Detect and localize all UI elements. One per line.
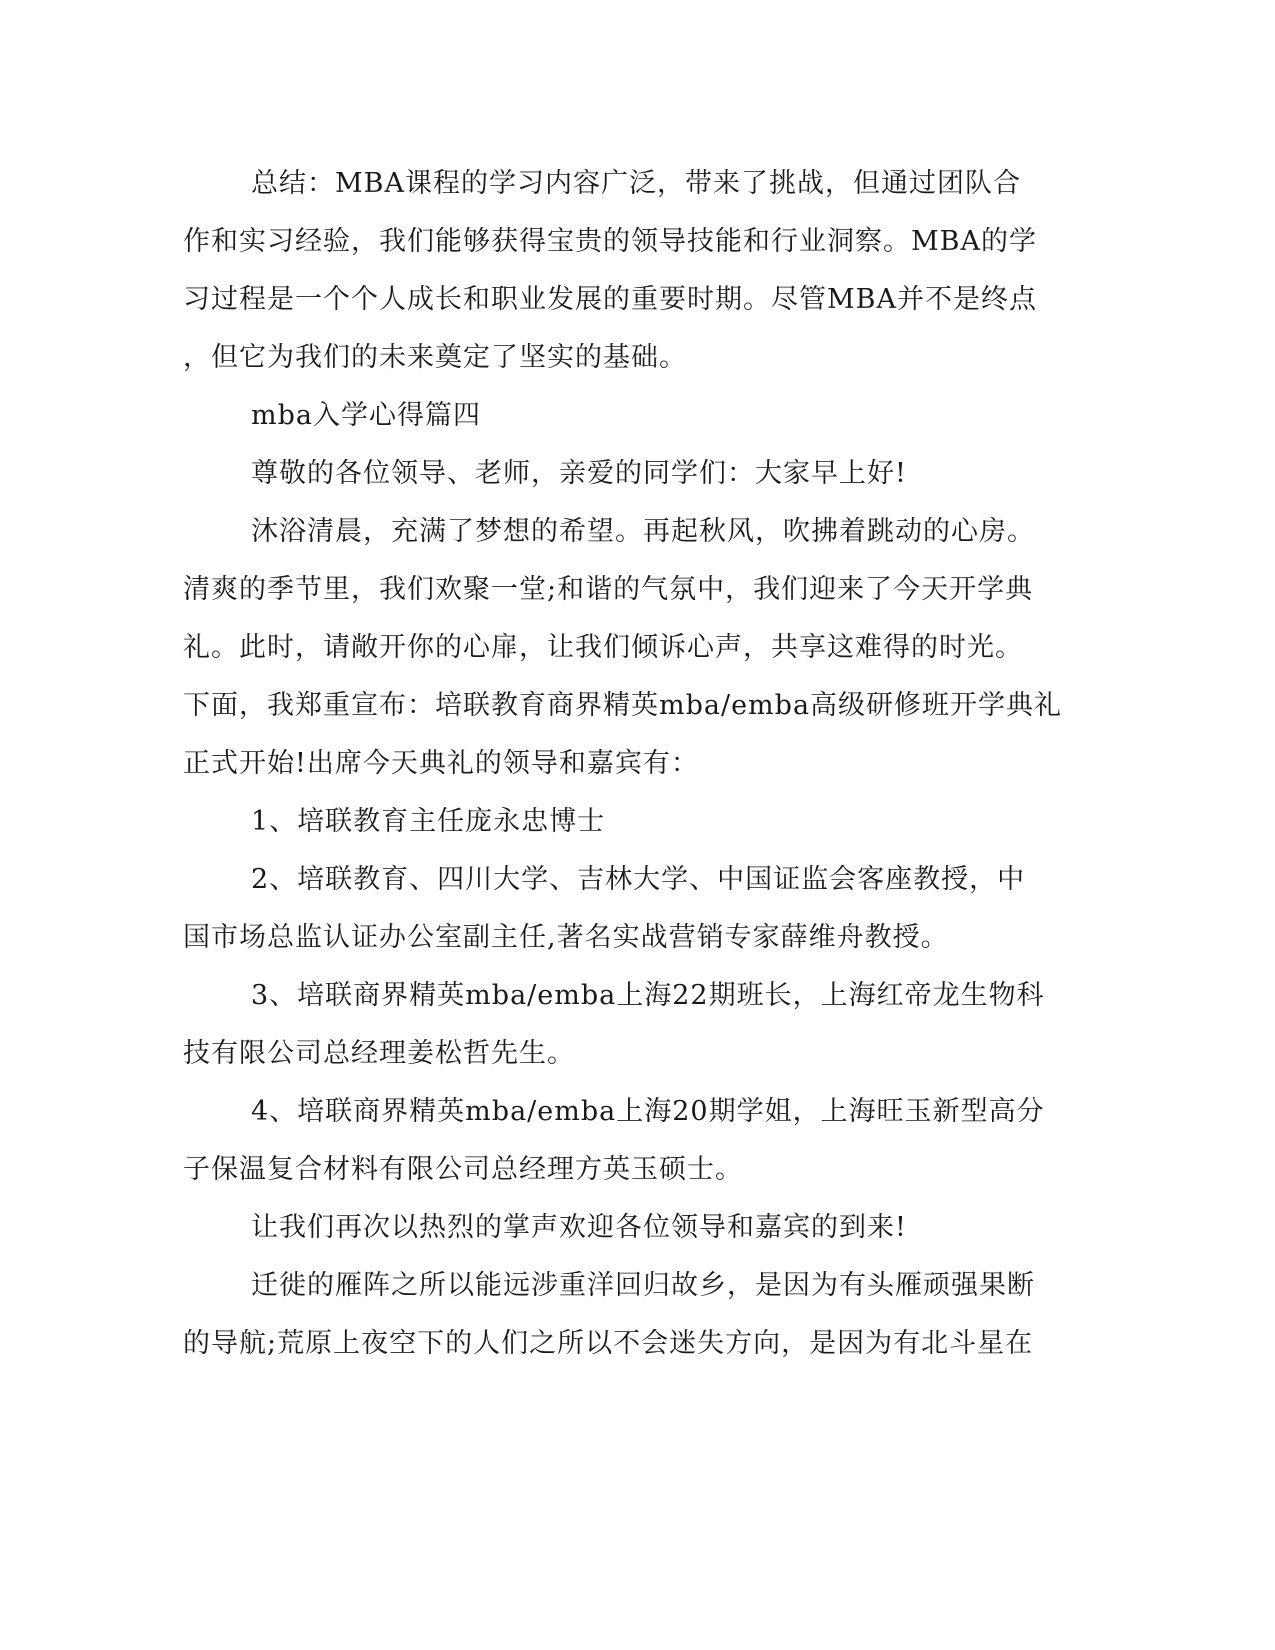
text-line: 下面，我郑重宣布：培联教育商界精英mba/emba高级研修班开学典礼 — [183, 690, 1063, 721]
text-line: 让我们再次以热烈的掌声欢迎各位领导和嘉宾的到来! — [251, 1212, 907, 1243]
section-heading: mba入学心得篇四 — [251, 400, 481, 431]
list-item: 3、培联商界精英mba/emba上海22期班长，上海红帝龙生物科 — [251, 980, 1045, 1011]
text-line: 礼。此时，请敞开你的心扉，让我们倾诉心声，共享这难得的时光。 — [183, 632, 1023, 663]
text-line: 沐浴清晨，充满了梦想的希望。再起秋风，吹拂着跳动的心房。 — [251, 516, 1035, 547]
list-item-continuation: 子保温复合材料有限公司总经理方英玉硕士。 — [183, 1154, 743, 1185]
text-line: 清爽的季节里，我们欢聚一堂;和谐的气氛中，我们迎来了今天开学典 — [183, 574, 1034, 605]
text-line: ，但它为我们的未来奠定了坚实的基础。 — [183, 342, 687, 373]
list-item: 4、培联商界精英mba/emba上海20期学姐，上海旺玉新型高分 — [251, 1096, 1045, 1127]
text-line: 总结：MBA课程的学习内容广泛，带来了挑战，但通过团队合 — [251, 168, 1021, 199]
text-line: 正式开始!出席今天典礼的领导和嘉宾有： — [183, 748, 699, 779]
list-item-continuation: 技有限公司总经理姜松哲先生。 — [183, 1038, 575, 1069]
document-body — [183, 155, 1063, 1373]
list-item: 2、培联教育、四川大学、吉林大学、中国证监会客座教授，中 — [251, 864, 1026, 895]
text-line: 作和实习经验，我们能够获得宝贵的领导技能和行业洞察。MBA的学 — [183, 226, 1037, 257]
text-line: 习过程是一个个人成长和职业发展的重要时期。尽管MBA并不是终点 — [183, 284, 1037, 315]
text-line: 的导航;荒原上夜空下的人们之所以不会迷失方向，是因为有北斗星在 — [183, 1328, 1034, 1359]
list-item-continuation: 国市场总监认证办公室副主任,著名实战营销专家薛维舟教授。 — [183, 922, 949, 953]
list-item: 1、培联教育主任庞永忠博士 — [251, 806, 606, 837]
text-line: 迁徙的雁阵之所以能远涉重洋回归故乡，是因为有头雁顽强果断 — [251, 1270, 1035, 1301]
text-line: 尊敬的各位领导、老师，亲爱的同学们：大家早上好! — [251, 458, 907, 489]
